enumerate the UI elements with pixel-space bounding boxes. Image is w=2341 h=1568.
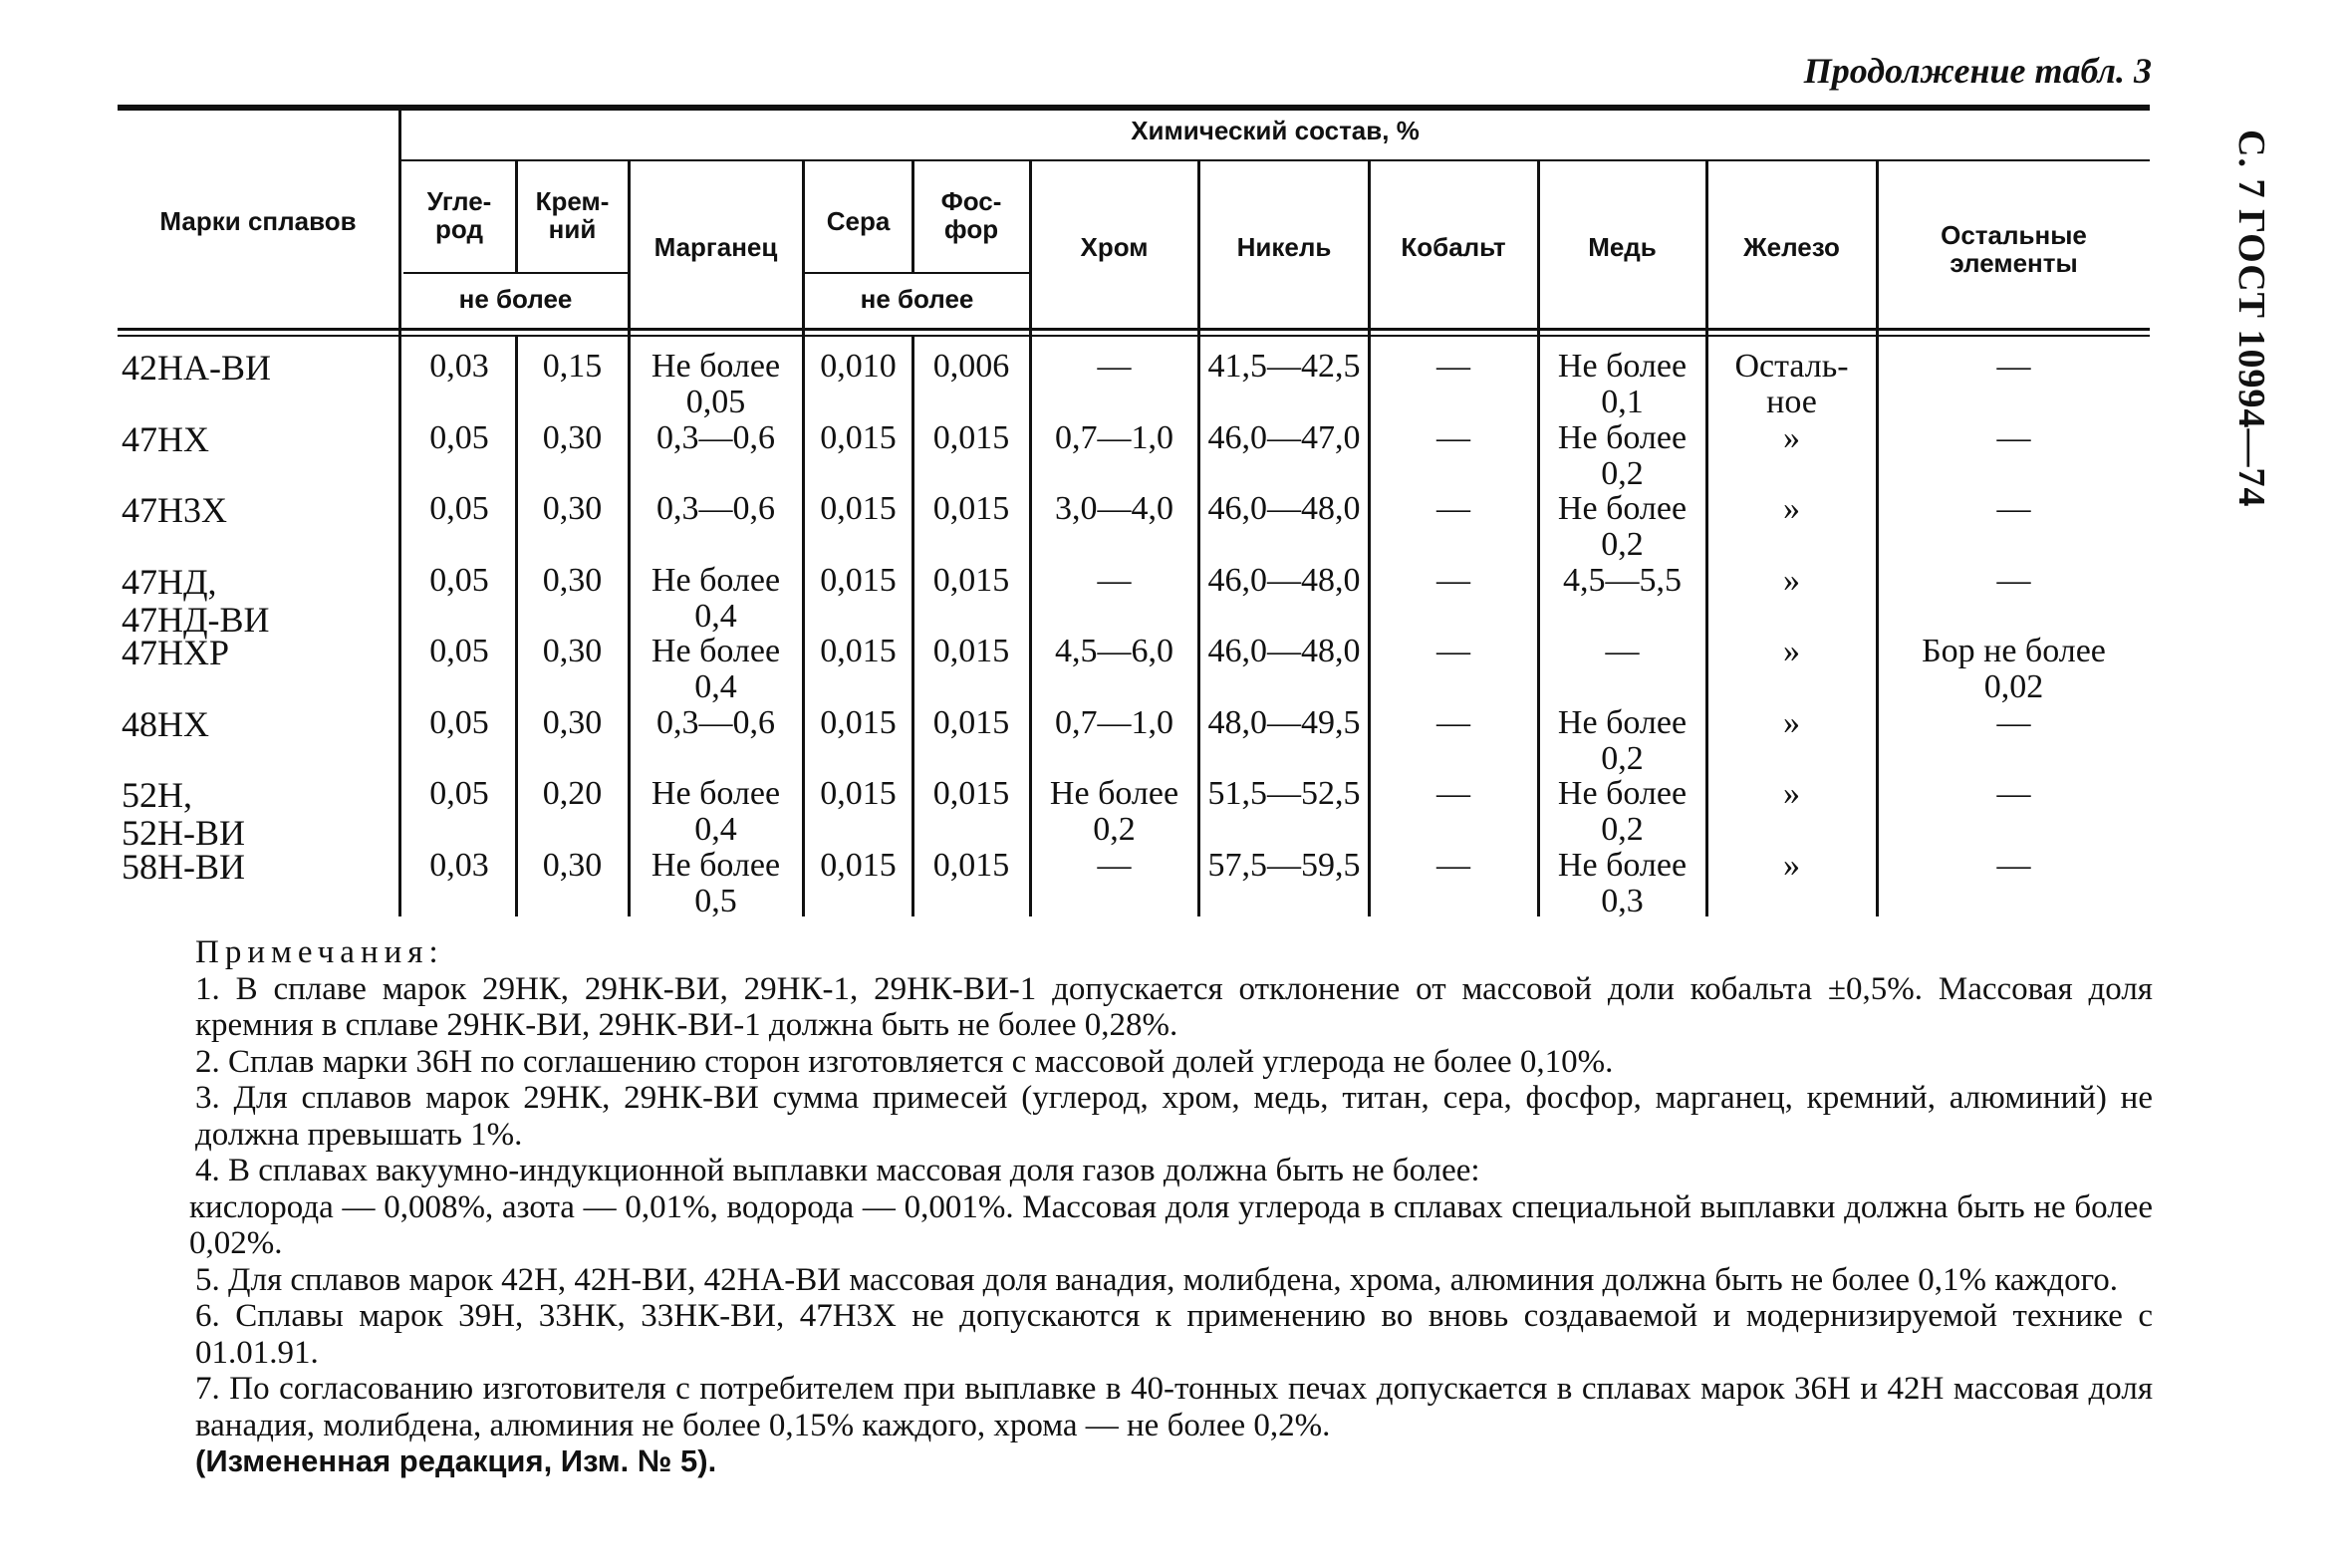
table-header-rule-double [118, 335, 2150, 337]
cell-other: — [1996, 348, 2031, 385]
cell-other: — [1996, 775, 2031, 812]
cell-other: — [1996, 419, 2031, 456]
cell-p: 0,015 [932, 562, 1010, 599]
vline-grade [398, 108, 401, 916]
cell-mn: 0,3—0,6 [656, 704, 775, 741]
header-copper: Медь [1588, 232, 1657, 262]
cell-s: 0,015 [820, 775, 897, 812]
cell-cr: — [1097, 847, 1132, 884]
cell-other: — [1996, 490, 2031, 527]
cell-other: — [1996, 562, 2031, 599]
cell-si: 0,30 [542, 633, 603, 669]
cell-fe: » [1783, 490, 1800, 527]
cell-mn: 0,3—0,6 [656, 419, 775, 456]
row-grade: 42НА-ВИ [122, 348, 271, 388]
cell-si: 0,30 [542, 562, 603, 599]
header-cobalt: Кобальт [1401, 232, 1506, 262]
cell-fe: » [1783, 633, 1800, 669]
cell-ni: 46,0—48,0 [1207, 490, 1361, 527]
cell-p: 0,015 [932, 775, 1010, 812]
cell-ni: 46,0—47,0 [1207, 419, 1361, 456]
cell-s: 0,015 [820, 704, 897, 741]
note-6: 6. Сплавы марок 39Н, 33НК, 33НК-ВИ, 47Н3Х не допускаются к применению во вновь создаваемой и модернизируемой технике с 01.01.91. [195, 1298, 2153, 1371]
cell-mn: Не более 0,05 [650, 348, 781, 420]
row-grade: 58Н-ВИ [122, 847, 245, 887]
cell-cu: Не более 0,1 [1557, 348, 1688, 420]
cell-cr: — [1097, 348, 1132, 385]
cell-s: 0,015 [820, 490, 897, 527]
cell-mn: Не более 0,4 [650, 775, 781, 848]
row-grade: 52Н, 52Н-ВИ [122, 775, 245, 853]
note-4-continued: кислорода — 0,008%, азота — 0,01%, водорода — 0,001%. Массовая доля углерода в сплавах специальной выплавки должна быть не более 0,02%. [189, 1188, 2153, 1261]
cell-si: 0,20 [542, 775, 603, 812]
cell-cr: Не более 0,2 [1049, 775, 1179, 848]
row-grade: 47Н3Х [122, 490, 227, 530]
cell-p: 0,015 [932, 490, 1010, 527]
cell-c: 0,03 [429, 348, 489, 385]
note-2: 2. Сплав марки 36Н по соглашению сторон изготовляется с массовой долей углерода не более 0,10%. [195, 1043, 1614, 1080]
table-top-rule [118, 105, 2150, 111]
header-silicon: Крем- ний [535, 186, 610, 244]
continuation-title: Продолжение табл. 3 [1803, 51, 2152, 91]
cell-ni: 41,5—42,5 [1207, 348, 1361, 385]
cell-si: 0,15 [542, 348, 603, 385]
cell-co: — [1436, 490, 1470, 527]
cell-ni: 46,0—48,0 [1207, 562, 1361, 599]
cell-co: — [1436, 348, 1470, 385]
header-nomore-s-p: не более [860, 284, 974, 314]
cell-fe: » [1783, 775, 1800, 812]
cell-cu: Не более 0,2 [1557, 704, 1688, 777]
cell-other: — [1996, 847, 2031, 884]
cell-cu: — [1605, 633, 1640, 669]
cell-cu: 4,5—5,5 [1563, 562, 1682, 599]
cell-s: 0,010 [820, 348, 897, 385]
cell-si: 0,30 [542, 704, 603, 741]
cell-ni: 51,5—52,5 [1207, 775, 1361, 812]
note-5: 5. Для сплавов марок 42Н, 42Н-ВИ, 42НА-ВИ массовая доля ванадия, молибдена, хрома, алюминия должна быть не более 0,1% каждого. [195, 1261, 2119, 1298]
cell-c: 0,05 [429, 562, 489, 599]
cell-co: — [1436, 419, 1470, 456]
header-nickel: Никель [1236, 232, 1332, 262]
note-1: 1. В сплаве марок 29НК, 29НК-ВИ, 29НК-1, 29НК-ВИ-1 допускается отклонение от массовой доли кобальта ±0,5%. Массовая доля кремния в сплаве 29НК-ВИ, 29НК-ВИ-1 должна быть не более 0,28%. [195, 970, 2153, 1043]
header-manganese: Марганец [653, 232, 778, 262]
cell-ni: 46,0—48,0 [1207, 633, 1361, 669]
cell-co: — [1436, 775, 1470, 812]
notes-block [189, 934, 2153, 1480]
cell-co: — [1436, 633, 1470, 669]
header-phosphorus: Фос- фор [940, 186, 1002, 244]
header-sulfur: Сера [826, 206, 891, 236]
header-grade: Марки сплавов [159, 206, 357, 236]
header-rule-nomore2 [802, 272, 1029, 274]
cell-cr: 3,0—4,0 [1055, 490, 1173, 527]
header-chem-composition: Химический состав, % [1131, 116, 1420, 145]
cell-mn: 0,3—0,6 [656, 490, 775, 527]
cell-fe: » [1783, 704, 1800, 741]
cell-c: 0,03 [429, 847, 489, 884]
row-grade: 47НХ [122, 419, 209, 459]
cell-p: 0,015 [932, 419, 1010, 456]
cell-c: 0,05 [429, 633, 489, 669]
cell-fe: » [1783, 847, 1800, 884]
header-carbon: Угле- род [426, 186, 492, 244]
cell-fe: » [1783, 562, 1800, 599]
row-grade: 48НХ [122, 704, 209, 744]
cell-s: 0,015 [820, 562, 897, 599]
cell-cu: Не более 0,2 [1557, 490, 1688, 563]
cell-cr: — [1097, 562, 1132, 599]
cell-cu: Не более 0,3 [1557, 847, 1688, 919]
cell-c: 0,05 [429, 419, 489, 456]
cell-p: 0,015 [932, 847, 1010, 884]
table-header-rule [118, 328, 2150, 331]
side-page-label: С. 7 ГОСТ 10994—74 [2230, 130, 2272, 508]
note-7: 7. По согласованию изготовителя с потребителем при выплавке в 40-тонных печах допускается в сплавах марок 36Н и 42Н массовая доля ванадия, молибдена, алюминия не более 0,15% каждого, хрома — не более 0,2%. [195, 1371, 2153, 1443]
cell-co: — [1436, 562, 1470, 599]
row-grade: 47НД, 47НД-ВИ [122, 562, 270, 640]
cell-s: 0,015 [820, 419, 897, 456]
cell-mn: Не более 0,4 [650, 562, 781, 635]
cell-p: 0,015 [932, 704, 1010, 741]
cell-co: — [1436, 847, 1470, 884]
cell-p: 0,006 [932, 348, 1010, 385]
cell-other: Бор не более 0,02 [1922, 633, 2106, 705]
row-grade: 47НХР [122, 633, 230, 672]
cell-c: 0,05 [429, 775, 489, 812]
note-3: 3. Для сплавов марок 29НК, 29НК-ВИ сумма примесей (углерод, хром, медь, титан, сера, фосфор, марганец, кремний, алюминий) не должна превышать 1%. [195, 1080, 2153, 1153]
cell-cu: Не более 0,2 [1557, 419, 1688, 492]
cell-c: 0,05 [429, 704, 489, 741]
note-4: 4. В сплавах вакуумно-индукционной выплавки массовая доля газов должна быть не более: [195, 1153, 1480, 1188]
cell-ni: 57,5—59,5 [1207, 847, 1361, 884]
cell-s: 0,015 [820, 847, 897, 884]
edition-note: (Измененная редакция, Изм. № 5). [195, 1443, 717, 1478]
cell-si: 0,30 [542, 419, 603, 456]
cell-cr: 0,7—1,0 [1055, 704, 1173, 741]
header-rule-chem [398, 159, 2150, 161]
cell-fe: Осталь- ное [1734, 348, 1849, 420]
header-other-elements: Остальные элементы [1941, 220, 2087, 278]
cell-other: — [1996, 704, 2031, 741]
cell-cr: 4,5—6,0 [1055, 633, 1173, 669]
cell-co: — [1436, 704, 1470, 741]
cell-si: 0,30 [542, 847, 603, 884]
header-iron: Железо [1743, 232, 1840, 262]
cell-p: 0,015 [932, 633, 1010, 669]
notes-heading: Примечания: [195, 934, 444, 970]
cell-cr: 0,7—1,0 [1055, 419, 1173, 456]
cell-fe: » [1783, 419, 1800, 456]
cell-si: 0,30 [542, 490, 603, 527]
cell-mn: Не более 0,5 [650, 847, 781, 919]
cell-s: 0,015 [820, 633, 897, 669]
cell-c: 0,05 [429, 490, 489, 527]
header-chromium: Хром [1080, 232, 1149, 262]
cell-cu: Не более 0,2 [1557, 775, 1688, 848]
cell-ni: 48,0—49,5 [1207, 704, 1361, 741]
header-nomore-c-si: не более [458, 284, 573, 314]
cell-mn: Не более 0,4 [650, 633, 781, 705]
